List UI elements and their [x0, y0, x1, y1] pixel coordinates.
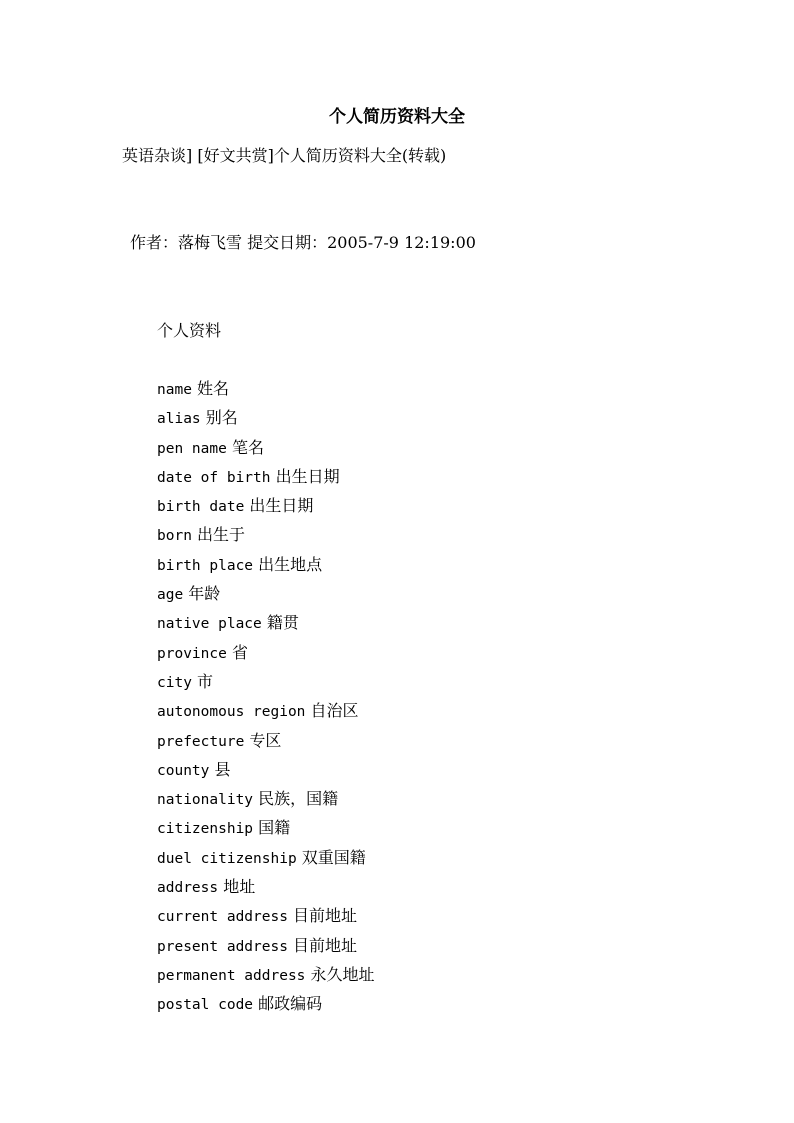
list-item: [157, 729, 375, 758]
term-chinese: 笔名: [231, 437, 264, 457]
list-item: [157, 465, 375, 494]
term-english: county: [157, 762, 210, 779]
list-item: [157, 904, 375, 933]
term-chinese: 邮政编码: [258, 994, 323, 1014]
list-item: [157, 553, 375, 582]
breadcrumb: 英语杂谈] [好文共赏]个人简历资料大全(转载): [122, 146, 447, 165]
list-item: [157, 523, 375, 552]
term-english: current address: [157, 909, 288, 926]
term-chinese: 地址: [223, 877, 256, 897]
term-english: prefecture: [157, 733, 245, 750]
term-chinese: 双重国籍: [301, 847, 366, 867]
term-chinese: 国籍: [258, 818, 291, 838]
document-title: 个人简历资料大全: [329, 107, 465, 127]
term-english: city: [157, 674, 192, 691]
list-item: [157, 641, 375, 670]
list-item: [157, 406, 375, 435]
term-english: age: [157, 587, 184, 604]
term-english: birth date: [157, 499, 245, 516]
list-item: [157, 846, 375, 875]
list-item: [157, 758, 375, 787]
list-item: [157, 816, 375, 845]
list-item: [157, 670, 375, 699]
term-english: date of birth: [157, 469, 271, 486]
term-chinese: 自治区: [310, 701, 359, 721]
list-item: [157, 963, 375, 992]
term-chinese: 目前地址: [293, 935, 358, 955]
term-english: citizenship: [157, 821, 254, 838]
term-chinese: 出生地点: [258, 554, 323, 574]
vocabulary-list: [157, 377, 375, 1022]
term-chinese: 县: [214, 759, 231, 779]
term-chinese: 出生日期: [275, 466, 340, 486]
term-chinese: 目前地址: [293, 906, 358, 926]
term-english: present address: [157, 938, 288, 955]
term-english: address: [157, 880, 219, 897]
term-chinese: 市: [197, 671, 214, 691]
term-english: pen name: [157, 440, 227, 457]
list-item: [157, 934, 375, 963]
list-item: [157, 787, 375, 816]
term-english: name: [157, 382, 192, 398]
list-item: [157, 875, 375, 904]
term-english: postal code: [157, 997, 254, 1014]
term-chinese: 省: [231, 642, 248, 662]
section-heading: 个人资料: [157, 321, 222, 340]
term-chinese: 别名: [205, 408, 238, 428]
list-item: [157, 377, 375, 406]
term-english: native place: [157, 616, 262, 633]
author-date-line: 作者：落梅飞雪 提交日期：2005-7-9 12:19:00: [130, 233, 476, 252]
list-item: [157, 494, 375, 523]
term-english: autonomous region: [157, 704, 306, 721]
term-english: permanent address: [157, 967, 306, 984]
term-english: alias: [157, 411, 201, 428]
term-english: nationality: [157, 792, 254, 809]
term-chinese: 籍贯: [266, 613, 299, 633]
list-item: [157, 699, 375, 728]
list-item: [157, 436, 375, 465]
term-chinese: 出生日期: [249, 496, 314, 516]
term-chinese: 民族，国籍: [258, 789, 339, 809]
term-english: province: [157, 645, 227, 662]
list-item: [157, 611, 375, 640]
term-chinese: 出生于: [197, 525, 246, 545]
term-chinese: 永久地址: [310, 964, 375, 984]
term-chinese: 专区: [249, 730, 282, 750]
term-english: born: [157, 528, 192, 545]
list-item: [157, 992, 375, 1021]
term-english: birth place: [157, 557, 254, 574]
term-chinese: 年龄: [188, 584, 221, 604]
list-item: [157, 582, 375, 611]
term-chinese: 姓名: [197, 379, 230, 398]
term-english: duel citizenship: [157, 850, 297, 867]
